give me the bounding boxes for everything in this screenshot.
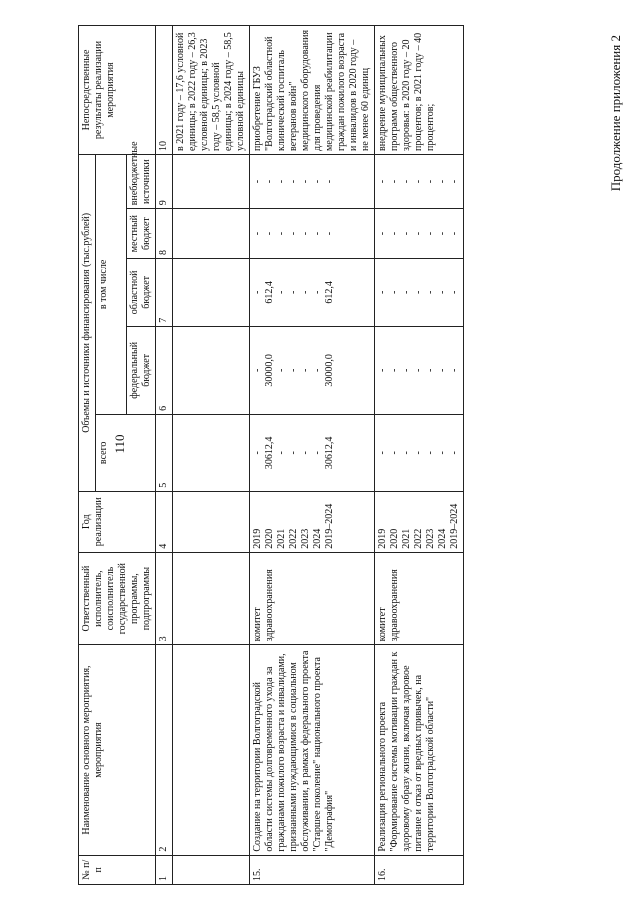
year-cell bbox=[173, 491, 250, 552]
regional-value: - bbox=[425, 290, 436, 295]
total-cell bbox=[250, 414, 375, 491]
header-total: всего bbox=[96, 414, 156, 491]
executor-name: комитет здравоохранения bbox=[250, 552, 375, 645]
year-value: 2022 bbox=[288, 528, 299, 549]
federal-value: 30000,0 bbox=[324, 354, 335, 387]
column-number-row bbox=[156, 26, 173, 885]
local-value: - bbox=[324, 231, 335, 236]
year-value: 2024 bbox=[437, 528, 448, 549]
extra-cell bbox=[375, 154, 464, 208]
local-value: - bbox=[276, 231, 287, 236]
extra-value: - bbox=[288, 179, 299, 184]
local-value: - bbox=[264, 231, 275, 236]
total-value: - bbox=[312, 451, 323, 455]
year-value: 2019 bbox=[377, 528, 388, 549]
measure-name bbox=[173, 645, 250, 855]
regional-value: 612,4 bbox=[324, 281, 335, 304]
total-value: - bbox=[288, 451, 299, 455]
table-row bbox=[375, 26, 464, 885]
total-value: - bbox=[252, 451, 263, 455]
header-extra: внебюджетные источники bbox=[127, 154, 156, 208]
total-value: - bbox=[401, 451, 412, 455]
local-value: - bbox=[389, 231, 400, 236]
total-value: - bbox=[377, 451, 388, 455]
total-value: - bbox=[389, 451, 400, 455]
extra-value: - bbox=[389, 179, 400, 184]
local-value: - bbox=[300, 231, 311, 236]
federal-value: - bbox=[437, 368, 448, 372]
column-number: 9 bbox=[156, 154, 173, 208]
local-value: - bbox=[377, 231, 388, 236]
regional-value: - bbox=[312, 290, 323, 295]
regional-cell bbox=[173, 258, 250, 326]
column-number: 5 bbox=[156, 414, 173, 491]
header-num: № п/п bbox=[79, 855, 156, 884]
extra-value: - bbox=[449, 179, 460, 184]
federal-value: - bbox=[401, 368, 412, 372]
total-value: - bbox=[449, 451, 460, 455]
federal-value: - bbox=[300, 368, 311, 372]
column-number: 8 bbox=[156, 209, 173, 259]
regional-value: - bbox=[437, 290, 448, 295]
table-body bbox=[173, 26, 464, 885]
extra-cell bbox=[250, 154, 375, 208]
local-value: - bbox=[401, 231, 412, 236]
federal-value: - bbox=[288, 368, 299, 372]
year-value: 2022 bbox=[413, 528, 424, 549]
row-number: 15. bbox=[250, 855, 375, 884]
extra-value: - bbox=[276, 179, 287, 184]
federal-value: - bbox=[449, 368, 460, 372]
header-executor: Ответственный исполнитель, соисполнитель государственной программы, подпрограммы bbox=[79, 552, 156, 645]
row-number bbox=[173, 855, 250, 884]
year-value: 2020 bbox=[389, 528, 400, 549]
federal-value: - bbox=[276, 368, 287, 372]
regional-value: - bbox=[288, 290, 299, 295]
header-federal: федеральный бюджет bbox=[127, 326, 156, 414]
local-cell bbox=[375, 209, 464, 259]
total-value: - bbox=[300, 451, 311, 455]
header-name: Наименование основного мероприятия, мероприятия bbox=[79, 645, 156, 855]
measure-name: Создание на территории Волгоградской области системы долговременного ухода за гражданами пожилого возраста и инвалидами, признанными нуждающимися в социальном обслуживании, в рамках федерального проекта "Старшее поколение" национального проекта "Демография" bbox=[250, 645, 375, 855]
local-value: - bbox=[449, 231, 460, 236]
extra-value: - bbox=[312, 179, 323, 184]
result-text: внедрение муниципальных программ общественного здоровья: в 2020 году – 20 процентов; в 2021 году – 40 процентов; bbox=[375, 26, 464, 155]
extra-value: - bbox=[437, 179, 448, 184]
extra-value: - bbox=[324, 179, 335, 184]
column-number: 1 bbox=[156, 855, 173, 884]
federal-cell bbox=[250, 326, 375, 414]
extra-value: - bbox=[264, 179, 275, 184]
table-row bbox=[250, 26, 375, 885]
extra-value: - bbox=[401, 179, 412, 184]
federal-value: - bbox=[377, 368, 388, 372]
regional-value: - bbox=[449, 290, 460, 295]
continuation-label: Продолжение приложения 2 bbox=[608, 35, 623, 192]
row-number: 16. bbox=[375, 855, 464, 884]
regional-value: - bbox=[276, 290, 287, 295]
year-value: 2020 bbox=[264, 528, 275, 549]
federal-value: 30000,0 bbox=[264, 354, 275, 387]
extra-value: - bbox=[252, 179, 263, 184]
column-number: 10 bbox=[156, 26, 173, 155]
total-value: 30612,4 bbox=[264, 436, 275, 470]
federal-cell bbox=[173, 326, 250, 414]
year-value: 2023 bbox=[300, 528, 311, 549]
federal-value: - bbox=[413, 368, 424, 372]
page-number: 110 bbox=[112, 434, 127, 454]
column-number: 4 bbox=[156, 491, 173, 552]
column-number: 7 bbox=[156, 258, 173, 326]
regional-value: - bbox=[413, 290, 424, 295]
header-local: местный бюджет bbox=[127, 209, 156, 259]
local-value: - bbox=[425, 231, 436, 236]
year-cell bbox=[375, 491, 464, 552]
total-cell bbox=[375, 414, 464, 491]
local-value: - bbox=[437, 231, 448, 236]
federal-value: - bbox=[252, 368, 263, 372]
year-value: 2019–2024 bbox=[324, 503, 335, 549]
federal-value: - bbox=[425, 368, 436, 372]
column-number: 3 bbox=[156, 552, 173, 645]
year-value: 2024 bbox=[312, 528, 323, 549]
header-regional: областной бюджет bbox=[127, 258, 156, 326]
local-cell bbox=[173, 209, 250, 259]
header-funding: Объемы и источники финансирования (тыс.рублей) bbox=[79, 154, 96, 491]
year-value: 2019 bbox=[252, 528, 263, 549]
column-number: 2 bbox=[156, 645, 173, 855]
local-value: - bbox=[252, 231, 263, 236]
total-value: - bbox=[413, 451, 424, 455]
regional-cell bbox=[375, 258, 464, 326]
header-including: в том числе bbox=[96, 154, 127, 414]
program-table bbox=[78, 25, 464, 885]
regional-value: 612,4 bbox=[264, 281, 275, 304]
year-cell bbox=[250, 491, 375, 552]
regional-value: - bbox=[252, 290, 263, 295]
result-text: приобретение ГБУЗ "Волгоградский областной клинический госпиталь ветеранов войн" медицинского оборудования для проведения медицинской реабилитации граждан пожилого возраста и инвалидов в 2020 году – не менее 60 единиц bbox=[250, 26, 375, 155]
regional-value: - bbox=[377, 290, 388, 295]
year-value: 2019–2024 bbox=[449, 503, 460, 549]
local-cell bbox=[250, 209, 375, 259]
regional-value: - bbox=[389, 290, 400, 295]
header-results: Непосредственные результаты реализации мероприятия bbox=[79, 26, 156, 155]
year-value: 2021 bbox=[276, 528, 287, 549]
result-text: в 2021 году – 17,6 условной единицы; в 2022 году – 26,3 условной единицы; в 2023 году – 58,5 условной единицы; в 2024 году – 58,5 условной единицы bbox=[173, 26, 250, 155]
extra-value: - bbox=[300, 179, 311, 184]
local-value: - bbox=[312, 231, 323, 236]
measure-name: Реализация регионального проекта "Формирование системы мотивации граждан к здоровому образу жизни, включая здоровое питание и отказ от вредных привычек, на территории Волгоградской области" bbox=[375, 645, 464, 855]
local-value: - bbox=[288, 231, 299, 236]
total-value: - bbox=[425, 451, 436, 455]
year-value: 2023 bbox=[425, 528, 436, 549]
executor-name: комитет здравоохранения bbox=[375, 552, 464, 645]
federal-value: - bbox=[389, 368, 400, 372]
federal-cell bbox=[375, 326, 464, 414]
total-value: - bbox=[276, 451, 287, 455]
regional-cell bbox=[250, 258, 375, 326]
total-value: 30612,4 bbox=[324, 436, 335, 470]
year-value: 2021 bbox=[401, 528, 412, 549]
column-number: 6 bbox=[156, 326, 173, 414]
regional-value: - bbox=[401, 290, 412, 295]
regional-value: - bbox=[300, 290, 311, 295]
total-value: - bbox=[437, 451, 448, 455]
extra-cell bbox=[173, 154, 250, 208]
local-value: - bbox=[413, 231, 424, 236]
table-row bbox=[173, 26, 250, 885]
federal-value: - bbox=[312, 368, 323, 372]
total-cell bbox=[173, 414, 250, 491]
extra-value: - bbox=[425, 179, 436, 184]
header-year: Год реализации bbox=[79, 491, 156, 552]
executor-name bbox=[173, 552, 250, 645]
extra-value: - bbox=[413, 179, 424, 184]
extra-value: - bbox=[377, 179, 388, 184]
